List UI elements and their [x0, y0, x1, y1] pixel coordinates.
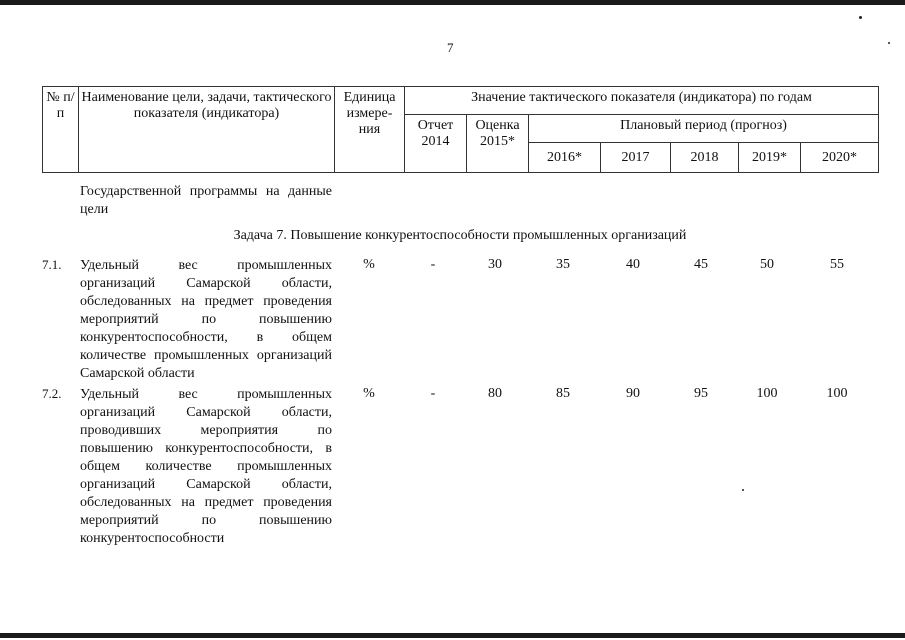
header-report: Отчет 2014: [405, 115, 467, 173]
continuation-text: Государственной программы на данные цели: [80, 184, 332, 217]
row-plan-value: 50: [760, 257, 774, 272]
row-plan-value: 45: [694, 257, 708, 272]
page-number: 7: [447, 40, 454, 55]
row-number: 7.1.: [42, 257, 62, 272]
header-plan: Плановый период (прогноз): [529, 115, 879, 143]
table-header: [42, 86, 879, 173]
row-plan-value: 55: [830, 257, 844, 272]
row-plan-value: 40: [626, 257, 640, 272]
row-estimate: 30: [488, 257, 502, 272]
row-plan-value: 100: [756, 386, 778, 401]
scan-speck: [859, 16, 862, 19]
header-year: 2016*: [529, 143, 601, 173]
row-unit: %: [363, 386, 375, 401]
header-estimate: Оценка 2015*: [467, 115, 529, 173]
row-estimate: 80: [488, 386, 502, 401]
row-plan-value: 35: [556, 257, 570, 272]
header-unit: Единица измере-ния: [335, 87, 405, 173]
row-unit: %: [363, 257, 375, 272]
row-number: 7.2.: [42, 386, 62, 401]
header-year: 2019*: [739, 143, 801, 173]
header-num: № п/п: [43, 87, 79, 173]
bottom-scan-border: [0, 633, 905, 638]
task-title: Задача 7. Повышение конкурентоспособности промышленных организаций: [233, 228, 687, 243]
header-values: Значение тактического показателя (индикатора) по годам: [405, 87, 879, 115]
row-plan-value: 85: [556, 386, 570, 401]
row-report: -: [430, 386, 436, 401]
row-name: Удельный вес промышленных организаций Самарской области, обследованных на предмет проведения мероприятий по повышению конкурентоспособности, в общем количестве промышленных организаций Самарской области: [80, 258, 332, 381]
header-year: 2018: [671, 143, 739, 173]
row-plan-value: 95: [694, 386, 708, 401]
header-name: Наименование цели, задачи, тактического показателя (индикатора): [79, 87, 335, 173]
scan-speck: [888, 42, 890, 44]
header-year: 2020*: [801, 143, 879, 173]
row-report: -: [430, 257, 436, 272]
row-plan-value: 90: [626, 386, 640, 401]
row-name: Удельный вес промышленных организаций Самарской области, проводивших мероприятия по повышению конкурентоспособности, в общем количестве промышленных организаций Самарской области, обследованных на предмет проведения мероприятий по повышению конкурентоспособности: [80, 387, 332, 546]
top-scan-border: [0, 0, 905, 5]
row-plan-value: 100: [826, 386, 848, 401]
scan-speck: [742, 489, 744, 491]
header-year: 2017: [601, 143, 671, 173]
